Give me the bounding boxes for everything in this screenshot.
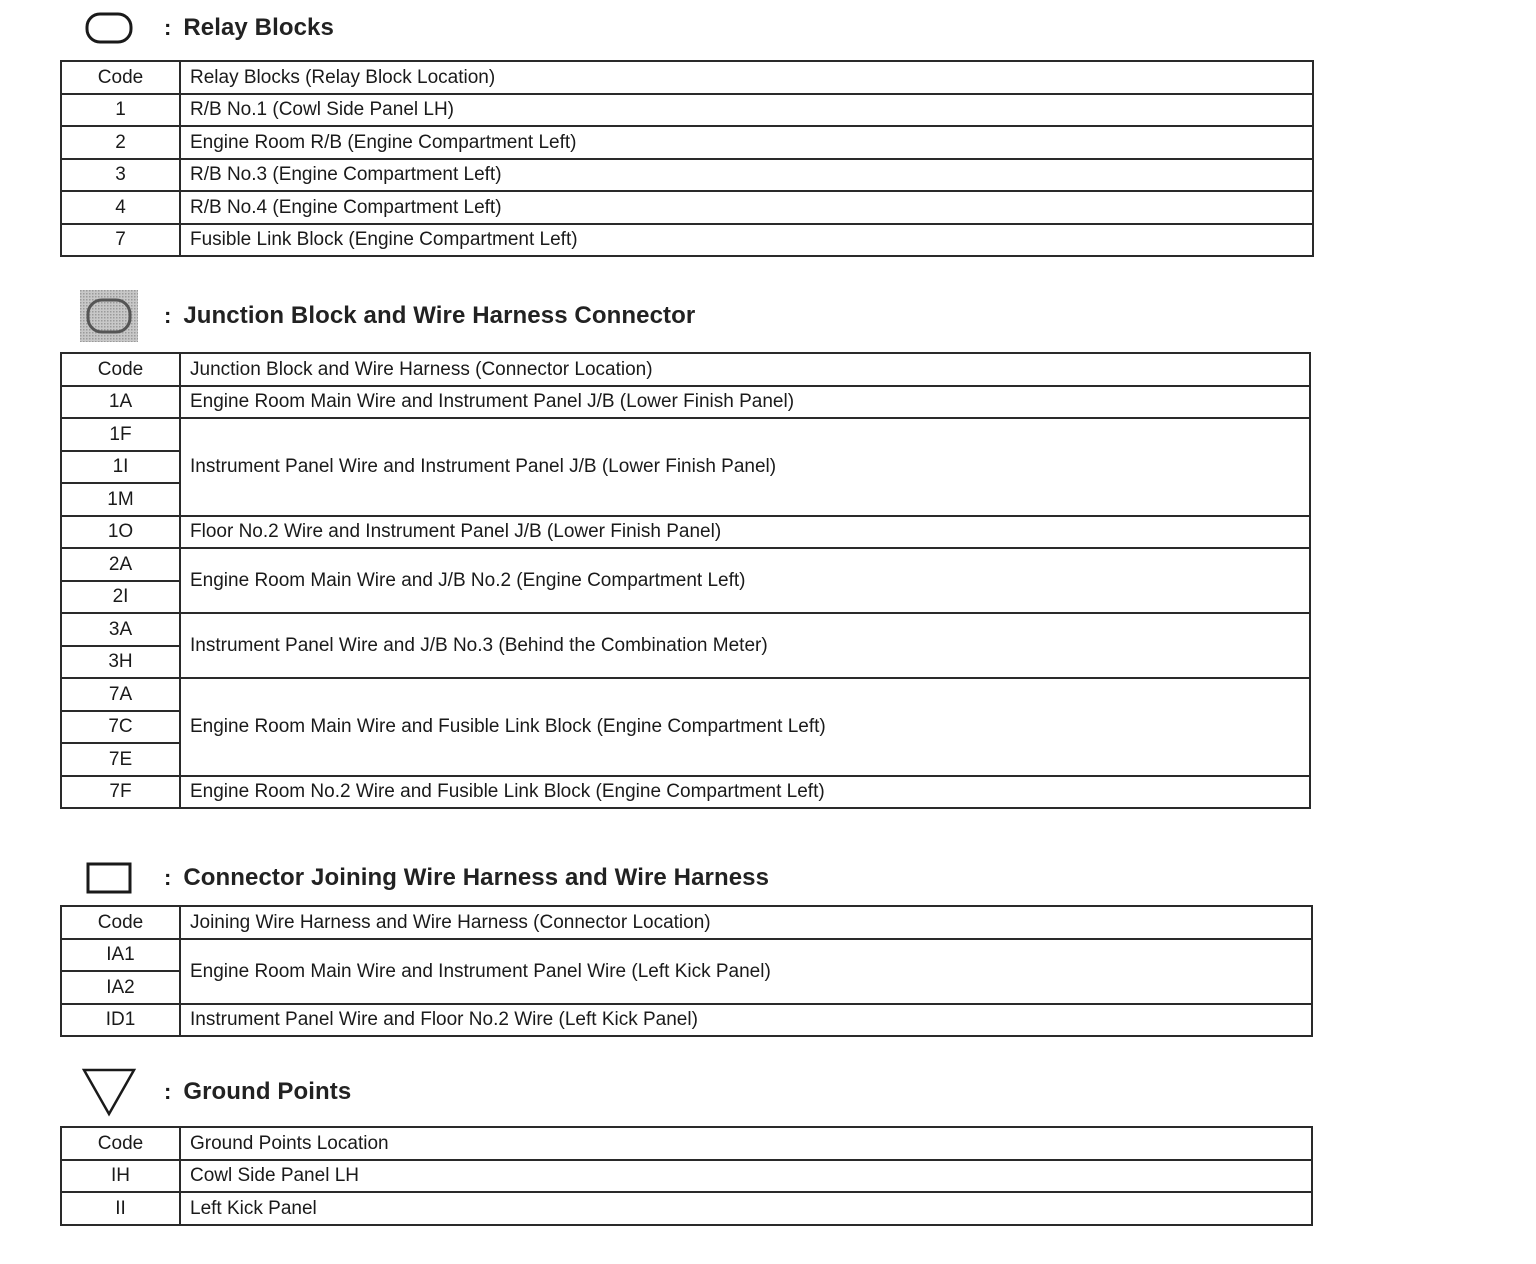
- table-header-row: [61, 906, 1312, 939]
- relay-blocks-header: [80, 2, 334, 54]
- junction-block-table: [60, 352, 1311, 809]
- location-cell: Instrument Panel Wire and Floor No.2 Wire (Left Kick Panel): [180, 1004, 1312, 1037]
- junction-block-header: [80, 290, 695, 342]
- location-cell: Instrument Panel Wire and J/B No.3 (Behind the Combination Meter): [180, 613, 1310, 678]
- table-header-row: [61, 1127, 1312, 1160]
- location-cell: Engine Room Main Wire and Instrument Panel J/B (Lower Finish Panel): [180, 386, 1310, 419]
- code-cell: IA1: [61, 939, 180, 972]
- code-cell: 4: [61, 191, 180, 224]
- code-cell: 3H: [61, 646, 180, 679]
- header-code-cell: Code: [61, 61, 180, 94]
- code-cell: 7E: [61, 743, 180, 776]
- code-cell: 2A: [61, 548, 180, 581]
- code-cell: IA2: [61, 971, 180, 1004]
- triangle-symbol-icon: [80, 1066, 138, 1118]
- code-cell: ID1: [61, 1004, 180, 1037]
- section-title: Relay Blocks: [183, 14, 334, 41]
- code-cell: 7F: [61, 776, 180, 809]
- rounded-rectangle-symbol-icon: [80, 2, 138, 54]
- location-cell: R/B No.3 (Engine Compartment Left): [180, 159, 1313, 192]
- relay-blocks-table: [60, 60, 1314, 257]
- table-header-row: [61, 61, 1313, 94]
- code-cell: 1O: [61, 516, 180, 549]
- location-cell: Engine Room Main Wire and J/B No.2 (Engine Compartment Left): [180, 548, 1310, 613]
- code-cell: 1: [61, 94, 180, 127]
- table-row: [61, 1192, 1312, 1225]
- section-title: Ground Points: [183, 1078, 352, 1105]
- table-row: [61, 159, 1313, 192]
- header-code-cell: Code: [61, 353, 180, 386]
- code-cell: 2I: [61, 581, 180, 614]
- location-cell: Engine Room R/B (Engine Compartment Left): [180, 126, 1313, 159]
- code-cell: 1A: [61, 386, 180, 419]
- location-cell: R/B No.1 (Cowl Side Panel LH): [180, 94, 1313, 127]
- header-location-cell: Relay Blocks (Relay Block Location): [180, 61, 1313, 94]
- table-header-row: [61, 353, 1310, 386]
- table-row: [61, 1160, 1312, 1193]
- separator-colon: :: [164, 303, 172, 328]
- header-code-cell: Code: [61, 1127, 180, 1160]
- table-row: [61, 94, 1313, 127]
- location-cell: Fusible Link Block (Engine Compartment Left): [180, 224, 1313, 257]
- ground-points-table: [60, 1126, 1313, 1226]
- location-cell: Engine Room Main Wire and Instrument Panel Wire (Left Kick Panel): [180, 939, 1312, 1004]
- header-code-cell: Code: [61, 906, 180, 939]
- location-cell: Instrument Panel Wire and Instrument Panel J/B (Lower Finish Panel): [180, 418, 1310, 516]
- location-cell: Engine Room Main Wire and Fusible Link Block (Engine Compartment Left): [180, 678, 1310, 776]
- table-row: [61, 548, 1310, 581]
- table-row: [61, 126, 1313, 159]
- table-row: [61, 1004, 1312, 1037]
- rectangle-symbol-icon: [80, 852, 138, 904]
- code-cell: 3A: [61, 613, 180, 646]
- table-row: [61, 386, 1310, 419]
- code-cell: 1I: [61, 451, 180, 484]
- code-cell: 3: [61, 159, 180, 192]
- location-cell: R/B No.4 (Engine Compartment Left): [180, 191, 1313, 224]
- table-row: [61, 613, 1310, 646]
- table-row: [61, 678, 1310, 711]
- header-location-cell: Ground Points Location: [180, 1127, 1312, 1160]
- separator-colon: :: [164, 15, 172, 40]
- connector-joining-header: [80, 852, 769, 904]
- header-location-cell: Junction Block and Wire Harness (Connector Location): [180, 353, 1310, 386]
- location-cell: Floor No.2 Wire and Instrument Panel J/B (Lower Finish Panel): [180, 516, 1310, 549]
- section-title: Connector Joining Wire Harness and Wire Harness: [183, 864, 770, 891]
- code-cell: 7C: [61, 711, 180, 744]
- code-cell: 7: [61, 224, 180, 257]
- code-cell: 1M: [61, 483, 180, 516]
- location-cell: Cowl Side Panel LH: [180, 1160, 1312, 1193]
- location-cell: Engine Room No.2 Wire and Fusible Link Block (Engine Compartment Left): [180, 776, 1310, 809]
- table-row: [61, 516, 1310, 549]
- code-cell: II: [61, 1192, 180, 1225]
- table-row: [61, 224, 1313, 257]
- ground-points-header: [80, 1066, 351, 1118]
- table-row: [61, 418, 1310, 451]
- location-cell: Left Kick Panel: [180, 1192, 1312, 1225]
- code-cell: 7A: [61, 678, 180, 711]
- table-row: [61, 191, 1313, 224]
- header-location-cell: Joining Wire Harness and Wire Harness (Connector Location): [180, 906, 1312, 939]
- shaded-oval-symbol-icon: [80, 290, 138, 342]
- separator-colon: :: [164, 1079, 172, 1104]
- code-cell: IH: [61, 1160, 180, 1193]
- table-row: [61, 776, 1310, 809]
- separator-colon: :: [164, 865, 172, 890]
- code-cell: 2: [61, 126, 180, 159]
- section-title: Junction Block and Wire Harness Connector: [183, 302, 696, 329]
- code-cell: 1F: [61, 418, 180, 451]
- connector-joining-table: [60, 905, 1313, 1037]
- table-row: [61, 939, 1312, 972]
